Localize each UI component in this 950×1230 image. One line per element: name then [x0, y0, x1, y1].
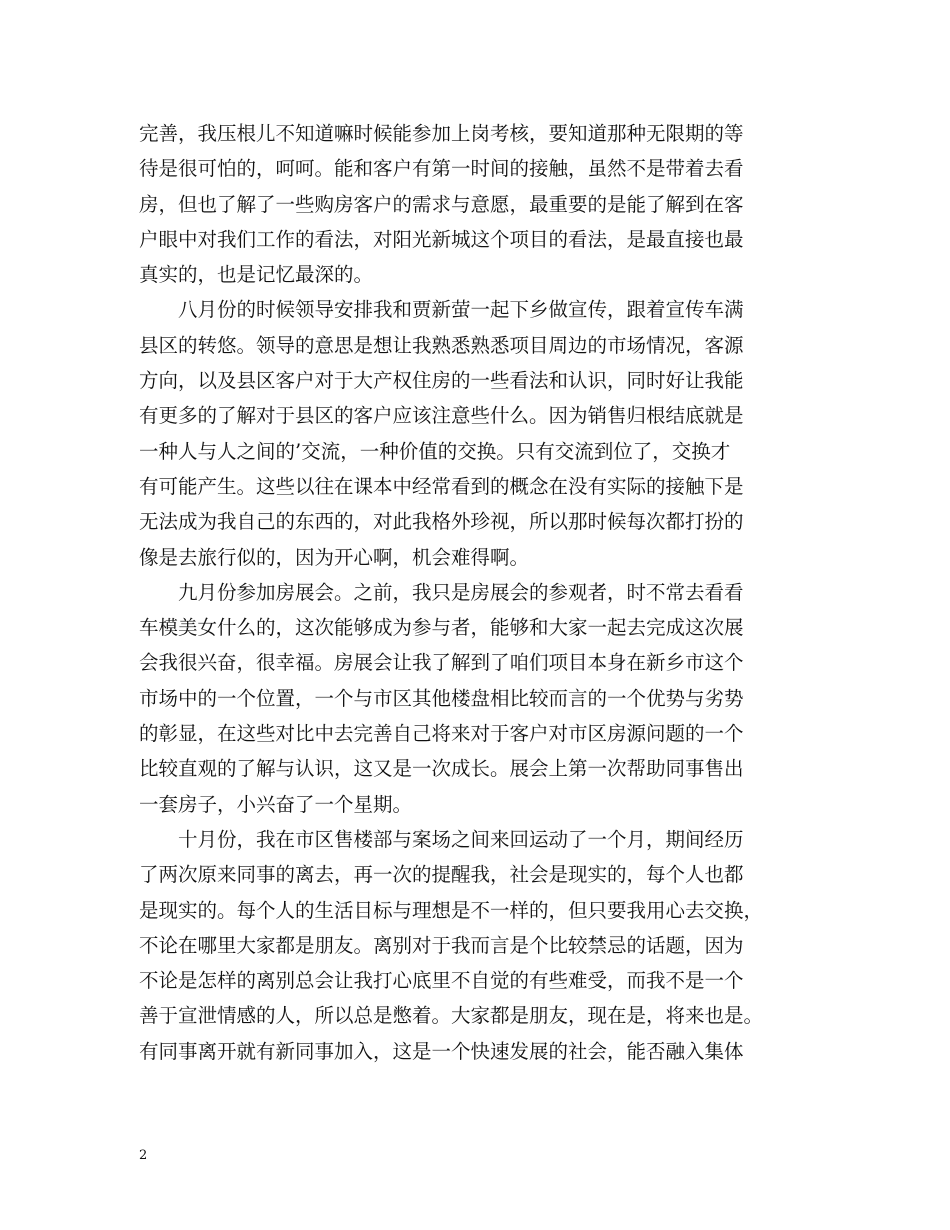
text-line: 房，但也了解了一些购房客户的需求与意愿，最重要的是能了解到在客	[139, 192, 744, 216]
text-line: 真实的，也是记忆最深的。	[139, 263, 374, 287]
text-line: 比较直观的了解与认识，这又是一次成长。展会上第一次帮助同事售出	[139, 757, 744, 781]
text-line: 了两次原来同事的离去，再一次的提醒我，社会是现实的，每个人也都	[139, 863, 744, 887]
text-line: 有更多的了解对于县区的客户应该注意些什么。因为销售归根结底就是	[139, 404, 744, 428]
text-line: 有同事离开就有新同事加入，这是一个快速发展的社会，能否融入集体	[139, 1039, 744, 1063]
text-line: 待是很可怕的，呵呵。能和客户有第一时间的接触，虽然不是带着去看	[139, 157, 744, 181]
text-line: 有可能产生。这些以往在课本中经常看到的概念在没有实际的接触下是	[139, 474, 744, 498]
text-line: 十月份，我在市区售楼部与案场之间来回运动了一个月，期间经历	[139, 827, 744, 851]
text-line: 户眼中对我们工作的看法，对阳光新城这个项目的看法，是最直接也最	[139, 227, 744, 251]
body-text	[139, 116, 819, 1069]
text-line: 是现实的。每个人的生活目标与理想是不一样的，但只要我用心去交换，	[139, 898, 764, 922]
text-line: 八月份的时候领导安排我和贾新萤一起下乡做宣传，跟着宣传车满	[139, 298, 744, 322]
text-line: 无法成为我自己的东西的，对此我格外珍视，所以那时候每次都打扮的	[139, 510, 744, 534]
text-line: 市场中的一个位置，一个与市区其他楼盘相比较而言的一个优势与劣势	[139, 686, 744, 710]
text-line: 完善，我压根儿不知道嘛时候能参加上岗考核，要知道那种无限期的等	[139, 122, 744, 145]
text-line: 方向，以及县区客户对于大产权住房的一些看法和认识，同时好让我能	[139, 369, 744, 393]
page-number: 2	[139, 1148, 148, 1163]
text-line: 车模美女什么的，这次能够成为参与者，能够和大家一起去完成这次展	[139, 616, 744, 640]
text-line: 不论在哪里大家都是朋友。离别对于我而言是个比较禁忌的话题，因为	[139, 933, 744, 957]
text-line: 像是去旅行似的，因为开心啊，机会难得啊。	[139, 545, 530, 569]
text-line: 善于宣泄情感的人，所以总是憋着。大家都是朋友，现在是，将来也是。	[139, 1004, 764, 1028]
text-line: 县区的转悠。领导的意思是想让我熟悉熟悉项目周边的市场情况，客源	[139, 333, 744, 357]
text-line: 一种人与人之间的’交流，一种价值的交换。只有交流到位了，交换才	[139, 439, 731, 463]
text-line: 九月份参加房展会。之前，我只是房展会的参观者，时不常去看看	[139, 580, 744, 604]
text-line: 的彰显，在这些对比中去完善自己将来对于客户对市区房源问题的一个	[139, 722, 744, 746]
text-line: 会我很兴奋，很幸福。房展会让我了解到了咱们项目本身在新乡市这个	[139, 651, 744, 675]
text-line: 一套房子，小兴奋了一个星期。	[139, 792, 413, 816]
text-line: 不论是怎样的离别总会让我打心底里不自觉的有些难受，而我不是一个	[139, 969, 744, 993]
